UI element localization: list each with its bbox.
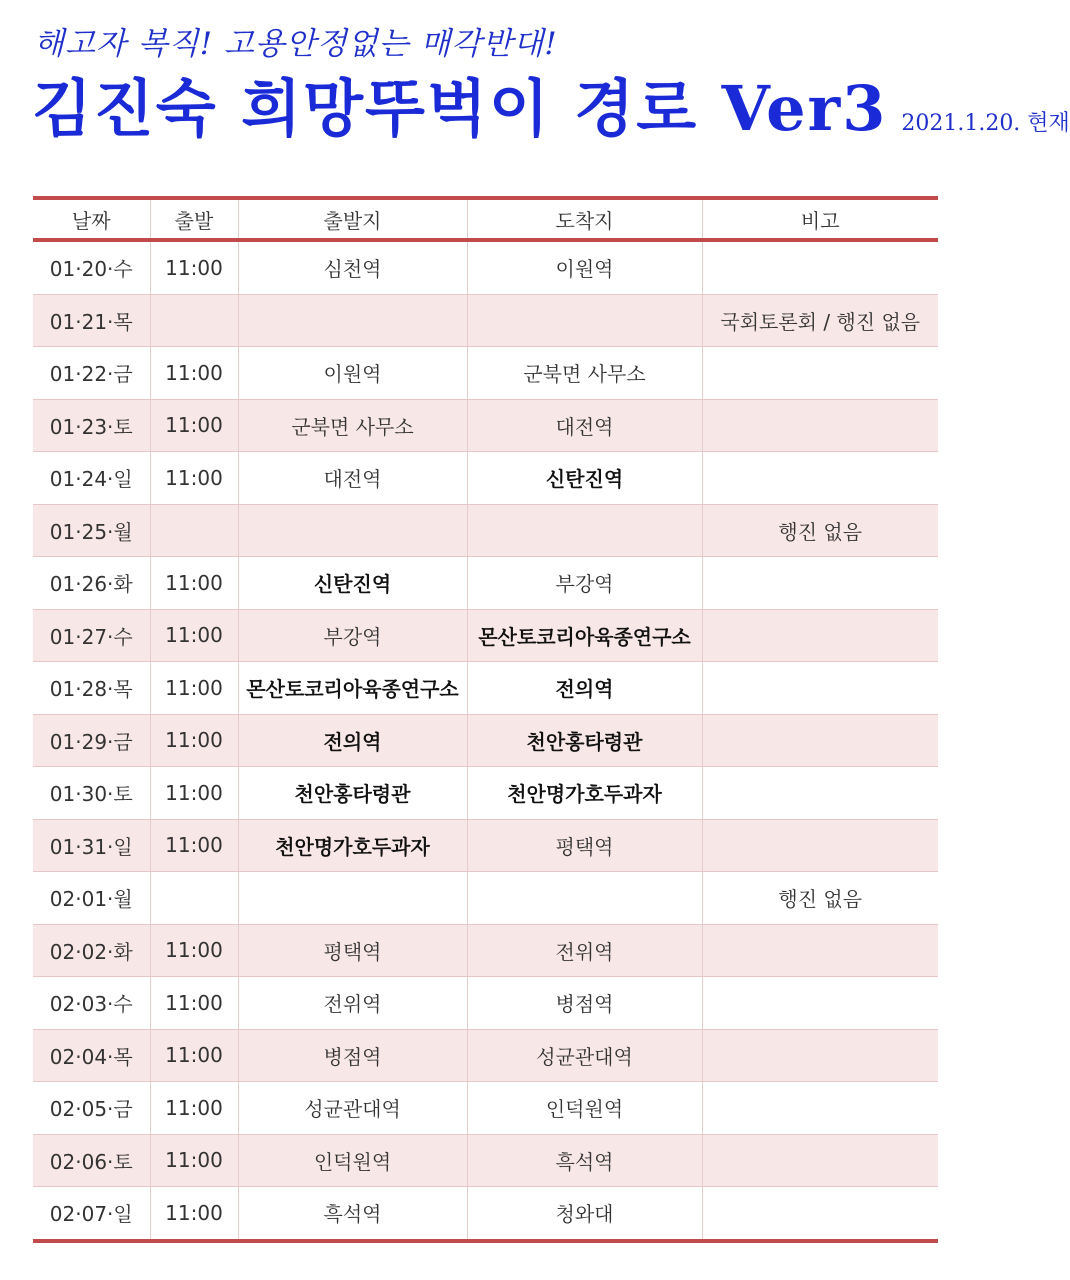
table-row bbox=[33, 504, 938, 557]
cell-departure-time: 11:00 bbox=[150, 924, 238, 977]
cell-destination: 이원역 bbox=[467, 240, 702, 294]
cell-note bbox=[702, 767, 938, 820]
page-title: 김진숙 희망뚜벅이 경로 Ver3 bbox=[32, 72, 888, 145]
title-row bbox=[32, 72, 1070, 145]
cell-departure-time: 11:00 bbox=[150, 452, 238, 505]
cell-departure-time: 11:00 bbox=[150, 557, 238, 610]
cell-departure-time: 11:00 bbox=[150, 1187, 238, 1241]
cell-departure-time: 11:00 bbox=[150, 1029, 238, 1082]
cell-origin: 인덕원역 bbox=[238, 1134, 467, 1187]
column-header-departure-time: 출발 bbox=[150, 198, 238, 240]
column-header-note: 비고 bbox=[702, 198, 938, 240]
cell-destination: 천안명가호두과자 bbox=[467, 767, 702, 820]
cell-note bbox=[702, 924, 938, 977]
cell-origin: 이원역 bbox=[238, 347, 467, 400]
cell-departure-time: 11:00 bbox=[150, 977, 238, 1030]
cell-date: 01·21·목 bbox=[33, 294, 150, 347]
cell-origin: 천안홍타령관 bbox=[238, 767, 467, 820]
cell-date: 01·23·토 bbox=[33, 399, 150, 452]
cell-note bbox=[702, 1029, 938, 1082]
cell-date: 01·26·화 bbox=[33, 557, 150, 610]
cell-destination: 청와대 bbox=[467, 1187, 702, 1241]
cell-departure-time: 11:00 bbox=[150, 819, 238, 872]
cell-destination: 전위역 bbox=[467, 924, 702, 977]
cell-note: 행진 없음 bbox=[702, 504, 938, 557]
subtitle: 해고자 복직! 고용안정없는 매각반대! bbox=[34, 26, 558, 62]
date-note: 2021.1.20. 현재 bbox=[901, 111, 1070, 136]
cell-origin: 성균관대역 bbox=[238, 1082, 467, 1135]
cell-departure-time: 11:00 bbox=[150, 714, 238, 767]
cell-destination: 병점역 bbox=[467, 977, 702, 1030]
cell-destination: 인덕원역 bbox=[467, 1082, 702, 1135]
cell-date: 02·02·화 bbox=[33, 924, 150, 977]
cell-note bbox=[702, 662, 938, 715]
cell-date: 01·24·일 bbox=[33, 452, 150, 505]
cell-departure-time: 11:00 bbox=[150, 767, 238, 820]
cell-note: 국회토론회 / 행진 없음 bbox=[702, 294, 938, 347]
cell-destination: 평택역 bbox=[467, 819, 702, 872]
table-row bbox=[33, 1134, 938, 1187]
cell-note bbox=[702, 240, 938, 294]
cell-origin: 부강역 bbox=[238, 609, 467, 662]
schedule-table-container bbox=[33, 196, 938, 1243]
table-row bbox=[33, 819, 938, 872]
cell-date: 01·20·수 bbox=[33, 240, 150, 294]
table-body bbox=[33, 240, 938, 1241]
cell-destination bbox=[467, 294, 702, 347]
cell-origin: 천안명가호두과자 bbox=[238, 819, 467, 872]
cell-date: 01·31·일 bbox=[33, 819, 150, 872]
cell-departure-time: 11:00 bbox=[150, 399, 238, 452]
cell-origin: 평택역 bbox=[238, 924, 467, 977]
table-row bbox=[33, 452, 938, 505]
cell-origin: 심천역 bbox=[238, 240, 467, 294]
cell-origin: 신탄진역 bbox=[238, 557, 467, 610]
cell-destination: 성균관대역 bbox=[467, 1029, 702, 1082]
cell-departure-time bbox=[150, 504, 238, 557]
cell-note bbox=[702, 977, 938, 1030]
cell-origin bbox=[238, 504, 467, 557]
cell-destination: 몬산토코리아육종연구소 bbox=[467, 609, 702, 662]
cell-origin: 흑석역 bbox=[238, 1187, 467, 1241]
cell-origin: 몬산토코리아육종연구소 bbox=[238, 662, 467, 715]
cell-origin bbox=[238, 872, 467, 925]
table-row bbox=[33, 924, 938, 977]
cell-note bbox=[702, 347, 938, 400]
cell-destination bbox=[467, 872, 702, 925]
table-row bbox=[33, 399, 938, 452]
table-row bbox=[33, 662, 938, 715]
table-row bbox=[33, 557, 938, 610]
column-header-destination: 도착지 bbox=[467, 198, 702, 240]
table-row bbox=[33, 347, 938, 400]
cell-date: 01·22·금 bbox=[33, 347, 150, 400]
cell-date: 01·29·금 bbox=[33, 714, 150, 767]
cell-date: 01·25·월 bbox=[33, 504, 150, 557]
cell-date: 02·06·토 bbox=[33, 1134, 150, 1187]
schedule-table bbox=[33, 196, 938, 1243]
table-row bbox=[33, 872, 938, 925]
cell-note bbox=[702, 1082, 938, 1135]
cell-departure-time: 11:00 bbox=[150, 347, 238, 400]
cell-destination: 전의역 bbox=[467, 662, 702, 715]
cell-note bbox=[702, 557, 938, 610]
cell-departure-time bbox=[150, 294, 238, 347]
cell-note bbox=[702, 714, 938, 767]
cell-note bbox=[702, 399, 938, 452]
cell-departure-time: 11:00 bbox=[150, 240, 238, 294]
cell-departure-time: 11:00 bbox=[150, 662, 238, 715]
cell-destination: 대전역 bbox=[467, 399, 702, 452]
cell-note bbox=[702, 1187, 938, 1241]
cell-departure-time: 11:00 bbox=[150, 1134, 238, 1187]
cell-destination bbox=[467, 504, 702, 557]
table-row bbox=[33, 240, 938, 294]
cell-note bbox=[702, 609, 938, 662]
cell-origin: 병점역 bbox=[238, 1029, 467, 1082]
cell-departure-time bbox=[150, 872, 238, 925]
table-row bbox=[33, 977, 938, 1030]
table-row bbox=[33, 1029, 938, 1082]
cell-date: 02·07·일 bbox=[33, 1187, 150, 1241]
cell-destination: 군북면 사무소 bbox=[467, 347, 702, 400]
table-header-row bbox=[33, 198, 938, 240]
cell-departure-time: 11:00 bbox=[150, 609, 238, 662]
column-header-origin: 출발지 bbox=[238, 198, 467, 240]
cell-origin bbox=[238, 294, 467, 347]
cell-destination: 흑석역 bbox=[467, 1134, 702, 1187]
cell-departure-time: 11:00 bbox=[150, 1082, 238, 1135]
cell-destination: 신탄진역 bbox=[467, 452, 702, 505]
cell-date: 01·27·수 bbox=[33, 609, 150, 662]
table-row bbox=[33, 767, 938, 820]
cell-date: 01·30·토 bbox=[33, 767, 150, 820]
cell-origin: 군북면 사무소 bbox=[238, 399, 467, 452]
cell-date: 02·01·월 bbox=[33, 872, 150, 925]
cell-date: 01·28·목 bbox=[33, 662, 150, 715]
table-row bbox=[33, 1187, 938, 1241]
cell-note bbox=[702, 452, 938, 505]
cell-origin: 전위역 bbox=[238, 977, 467, 1030]
cell-date: 02·05·금 bbox=[33, 1082, 150, 1135]
cell-origin: 대전역 bbox=[238, 452, 467, 505]
table-row bbox=[33, 294, 938, 347]
cell-note: 행진 없음 bbox=[702, 872, 938, 925]
cell-destination: 천안홍타령관 bbox=[467, 714, 702, 767]
table-row bbox=[33, 714, 938, 767]
cell-note bbox=[702, 1134, 938, 1187]
table-row bbox=[33, 1082, 938, 1135]
cell-destination: 부강역 bbox=[467, 557, 702, 610]
cell-date: 02·04·목 bbox=[33, 1029, 150, 1082]
column-header-date: 날짜 bbox=[33, 198, 150, 240]
cell-date: 02·03·수 bbox=[33, 977, 150, 1030]
cell-note bbox=[702, 819, 938, 872]
cell-origin: 전의역 bbox=[238, 714, 467, 767]
table-row bbox=[33, 609, 938, 662]
